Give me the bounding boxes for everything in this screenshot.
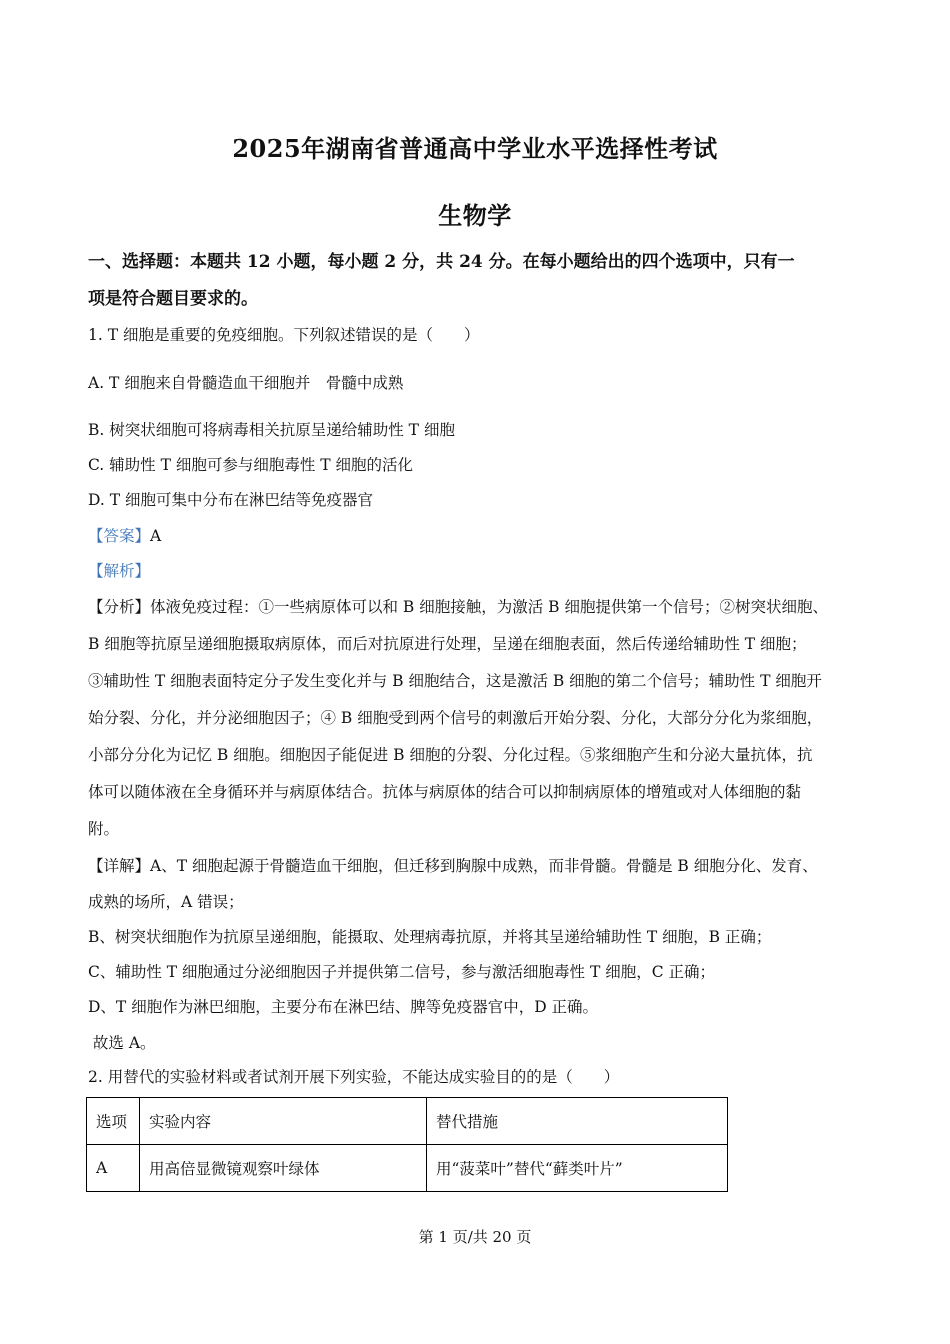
- detail-line: B、树突状细胞作为抗原呈递细胞，能摄取、处理病毒抗原，并将其呈递给辅助性 T 细胞，B 正确；: [88, 928, 772, 946]
- detail-line: 成熟的场所，A 错误；: [88, 893, 244, 911]
- analysis-line: B 细胞等抗原呈递细胞摄取病原体，而后对抗原进行处理，呈递在细胞表面，然后传递给辅助性 T 细胞；: [88, 635, 807, 653]
- analysis-line: 体可以随体液在全身循环并与病原体结合。抗体与病原体的结合可以抑制病原体的增殖或对人体细胞的黏: [88, 783, 802, 801]
- page-number: 第 1 页/共 20 页: [418, 1228, 532, 1246]
- q1-option-c: C. 辅助性 T 细胞可参与细胞毒性 T 细胞的活化: [88, 456, 414, 474]
- q1-stem: 1. T 细胞是重要的免疫细胞。下列叙述错误的是（ ）: [88, 326, 480, 344]
- table-header-cell: 替代措施: [427, 1098, 728, 1145]
- analysis-line: 【分析】体液免疫过程：①一些病原体可以和 B 细胞接触，为激活 B 细胞提供第一个信号；②树突状细胞、: [88, 598, 828, 616]
- subject-title: 生物学: [438, 201, 512, 230]
- q1-option-b: B. 树突状细胞可将病毒相关抗原呈递给辅助性 T 细胞: [88, 421, 455, 439]
- q1-answer: [88, 526, 864, 546]
- answer-tag: 【答案】: [88, 527, 151, 545]
- table-cell: 用“菠菜叶”替代“藓类叶片”: [427, 1145, 728, 1192]
- analysis-tag: 【解析】: [88, 562, 151, 580]
- exam-title: 2025年湖南省普通高中学业水平选择性考试: [232, 134, 718, 163]
- detail-line: 【详解】A、T 细胞起源于骨髓造血干细胞，但迁移到胸腺中成熟，而非骨髓。骨髓是 B 细胞分化、发育、: [88, 857, 818, 875]
- analysis-line: 附。: [88, 820, 120, 838]
- table-cell: 用高倍显微镜观察叶绿体: [140, 1145, 427, 1192]
- analysis-line: 小部分分化为记忆 B 细胞。细胞因子能促进 B 细胞的分裂、分化过程。⑤浆细胞产生和分泌大量抗体，抗: [88, 746, 813, 764]
- q1-option-a: A. T 细胞来自骨髓造血干细胞并 骨髓中成熟: [88, 374, 404, 392]
- table-header-row: [87, 1098, 728, 1145]
- table-header-cell: 选项: [87, 1098, 140, 1145]
- detail-line: D、T 细胞作为淋巴细胞，主要分布在淋巴结、脾等免疫器官中，D 正确。: [88, 998, 599, 1016]
- detail-line: 故选 A。: [88, 1034, 156, 1052]
- detail-line: C、辅助性 T 细胞通过分泌细胞因子并提供第二信号，参与激活细胞毒性 T 细胞，C 正确；: [88, 963, 716, 981]
- table-header-cell: 实验内容: [140, 1098, 427, 1145]
- analysis-line: ③辅助性 T 细胞表面特定分子发生变化并与 B 细胞结合，这是激活 B 细胞的第二个信号；辅助性 T 细胞开: [88, 672, 822, 690]
- q2-options-table: [86, 1097, 728, 1192]
- table-cell: A: [87, 1145, 140, 1192]
- table-row: [87, 1145, 728, 1192]
- section-heading-line1: 一、选择题：本题共 12 小题，每小题 2 分，共 24 分。在每小题给出的四个选项中，只有一: [88, 252, 795, 272]
- q2-stem: 2. 用替代的实验材料或者试剂开展下列实验，不能达成实验目的的是（ ）: [88, 1068, 620, 1086]
- answer-value: A: [150, 527, 162, 545]
- q1-option-d: D. T 细胞可集中分布在淋巴结等免疫器官: [88, 491, 373, 509]
- analysis-line: 始分裂、分化，并分泌细胞因子；④ B 细胞受到两个信号的刺激后开始分裂、分化，大部分分化为浆细胞，: [88, 709, 823, 727]
- section-heading-line2: 项是符合题目要求的。: [88, 289, 258, 309]
